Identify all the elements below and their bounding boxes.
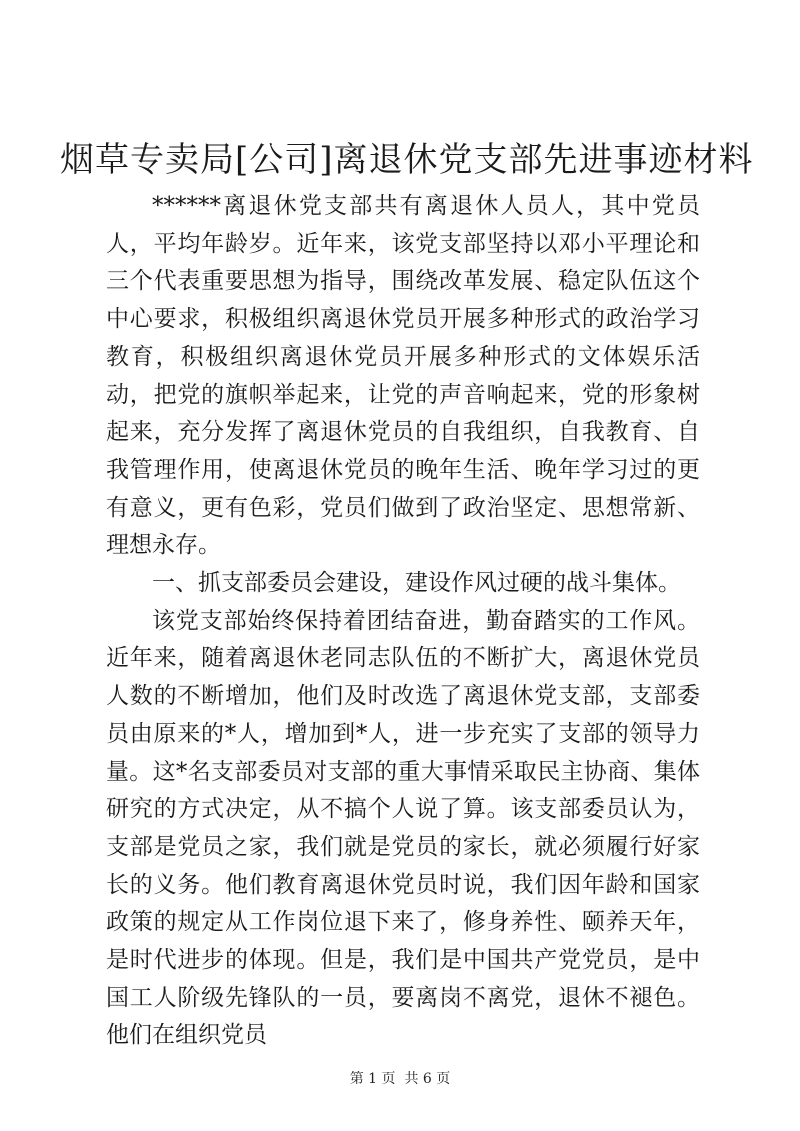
page-number: 第 1 页 共 6 页 [349,1071,451,1087]
page-footer [0,1069,800,1089]
paragraph-section-body: 该党支部始终保持着团结奋进，勤奋踏实的工作风。近年来，随着离退休老同志队伍的不断扩大，离退休党员人数的不断增加，他们及时改选了离退休党支部，支部委员由原来的*人，增加到*人，进一步充实了支部的领导力量。这*名支部委员对支部的重大事情采取民主协商、集体研究的方式决定，从不搞个人说了算。该支部委员认为，支部是党员之家，我们就是党员的家长，就必须履行好家长的义务。他们教育离退休党员时说，我们因年龄和国家政策的规定从工作岗位退下来了，修身养性、颐养天年，是时代进步的体现。但是，我们是中国共产党党员，是中国工人阶级先锋队的一员，要离岗不离党，退休不褪色。他们在组织党员 [106,607,700,1049]
paragraph-intro: ******离退休党支部共有离退休人员人，其中党员人，平均年龄岁。近年来，该党支部坚持以邓小平理论和三个代表重要思想为指导，围绕改革发展、稳定队伍这个中心要求，积极组织离退休党员开展多种形式的政治学习教育，积极组织离退休党员开展多种形式的文体娱乐活动，把党的旗帜举起来，让党的声音响起来，党的形象树起来，充分发挥了离退休党员的自我组织，自我教育、自我管理作用，使离退休党员的晚年生活、晚年学习过的更有意义，更有色彩，党员们做到了政治坚定、思想常新、理想永存。 [106,193,700,559]
document-title: 烟草专卖局[公司]离退休党支部先进事迹材料 [60,140,754,180]
document-body [106,188,700,1055]
paragraph-section-heading: 一、抓支部委员会建设，建设作风过硬的战斗集体。 [152,570,681,597]
